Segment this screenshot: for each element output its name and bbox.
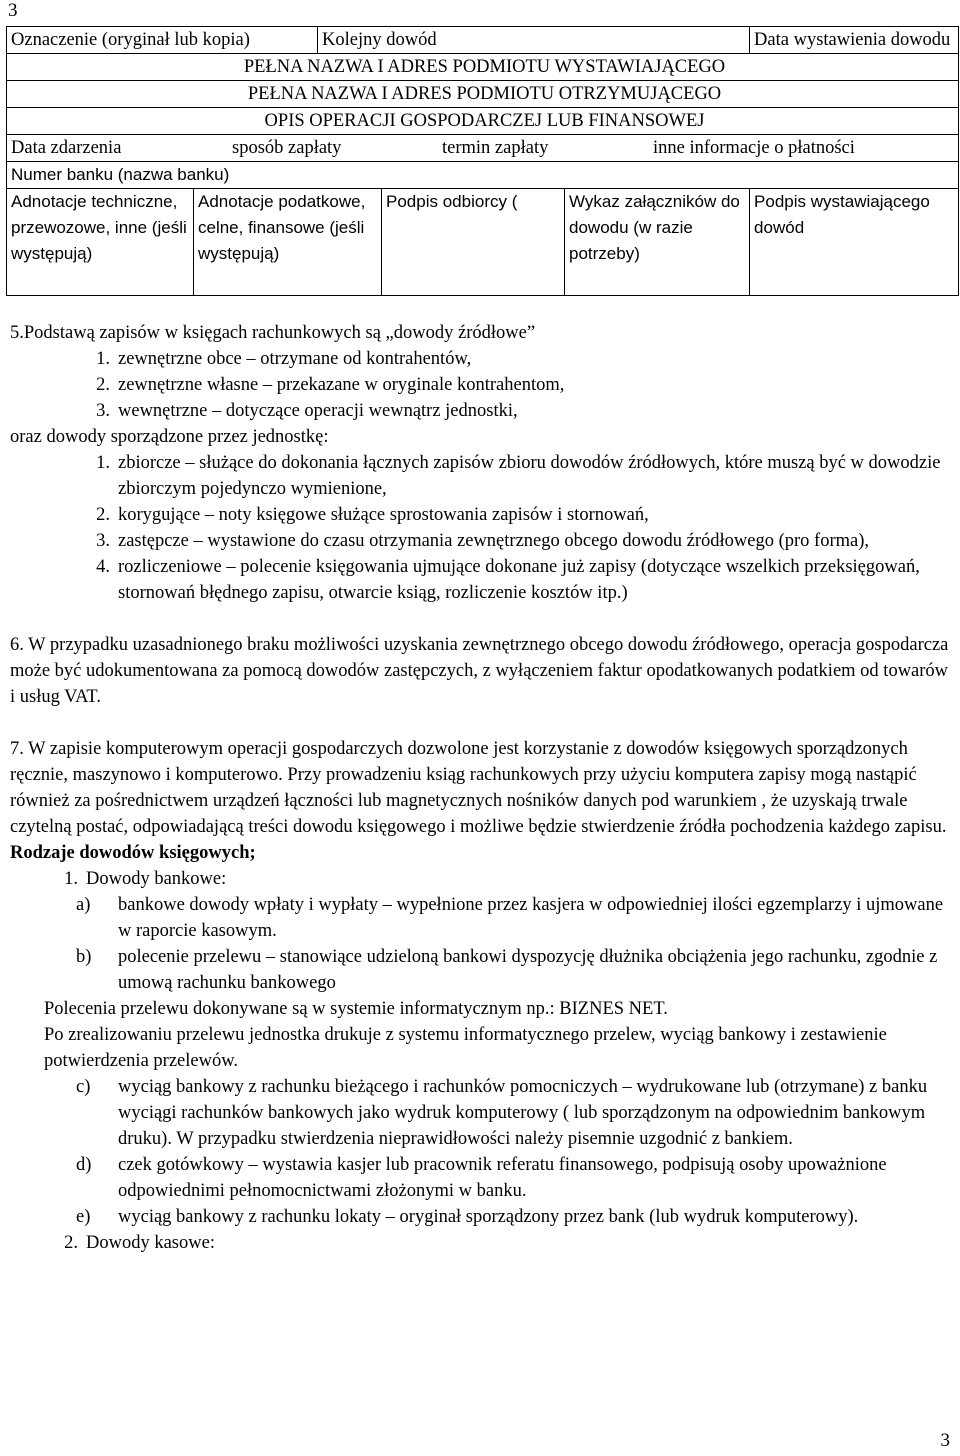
cell-tax-annotations: Adnotacje podatkowe, celne, finansowe (jeśli występują) (194, 189, 382, 296)
page-number-bottom: 3 (940, 1430, 950, 1451)
list-item: 1. Dowody bankowe: (64, 869, 227, 889)
payment-other-info: inne informacje o płatności (653, 138, 855, 158)
list-item: e) wyciąg bankowy z rachunku lokaty – oryginał sporządzony przez bank (lub wydruk komputerowy). (76, 1207, 859, 1227)
list-item: 2. Dowody kasowe: (64, 1233, 215, 1253)
list-item: 3. wewnętrzne – dotyczące operacji wewnątrz jednostki, (96, 401, 518, 421)
section5-list (96, 346, 950, 424)
payment-event-date: Data zdarzenia (11, 138, 122, 158)
cell-issuer-signature: Podpis wystawiającego dowód (750, 189, 959, 296)
cell-recipient-signature: Podpis odbiorcy ( (382, 189, 565, 296)
list-item: 3. zastępcze – wystawione do czasu otrzymania zewnętrznego obcego dowodu źródłowego (pro forma), (96, 531, 870, 551)
payment-method: sposób zapłaty (232, 138, 342, 158)
cell-attachments-list: Wykaz załączników do dowodu (w razie potrzeby) (565, 189, 750, 296)
cell-operation-description: OPIS OPERACJI GOSPODARCZEJ LUB FINANSOWEJ (7, 108, 959, 135)
cell-sequence-number: Kolejny dowód (318, 27, 750, 54)
document-form-table (6, 26, 959, 296)
cell-recipient: PEŁNA NAZWA I ADRES PODMIOTU OTRZYMUJĄCEGO (7, 81, 959, 108)
list-item: 2. zewnętrzne własne – przekazane w oryginale kontrahentom, (96, 375, 565, 395)
payment-term: termin zapłaty (442, 138, 549, 158)
page-number-top: 3 (8, 0, 18, 21)
cell-payment-details (7, 135, 959, 162)
list-item: d) czek gotówkowy – wystawia kasjer lub pracownik referatu finansowego, podpisują osoby upoważnione odpowiednimi pełnomocnictwami złożonymi w banku. (76, 1155, 887, 1201)
list-item: 2. korygujące – noty księgowe służące sprostowania zapisów i stornowań, (96, 505, 649, 525)
section5-list-internal (96, 450, 950, 606)
section7-paragraph: 7. W zapisie komputerowym operacji gospodarczych dozwolone jest korzystanie z dowodów księgowych sporządzonych ręcznie, maszynowo i komputerowo. Przy prowadzeniu ksiąg rachunkowych przy użyciu komputera zapisy mogą nastąpić również za pośrednictwem urządzeń łączności lub magnetycznych nośników danych pod warunkiem , że uzyskają trwale czytelną postać, odpowiadającą treści dowodu księgowego i możliwe będzie stwierdzenie źródła pochodzenia każdego zapisu. (10, 739, 947, 837)
bank-documents-list-ab (78, 892, 950, 996)
cell-technical-annotations: Adnotacje techniczne, przewozowe, inne (jeśli występują) (7, 189, 194, 296)
section5-heading: 5.Podstawą zapisów w księgach rachunkowych są „dowody źródłowe” (10, 323, 536, 343)
list-item: 4. rozliczeniowe – polecenie księgowania ujmujące dokonane już zapisy (dotyczące wszelkich przeksięgowań, stornowań błędnego zapisu, otwarcie ksiąg, rozliczenie kosztów itp.) (96, 557, 920, 603)
section5-lead: oraz dowody sporządzone przez jednostkę: (10, 427, 329, 447)
transfer-note-2: Po zrealizowaniu przelewu jednostka drukuje z systemu informatycznego przelew, wyciąg bankowy i zestawienie potwierdzenia przelewów. (44, 1025, 887, 1071)
list-item: 1. zbiorcze – służące do dokonania łącznych zapisów zbioru dowodów źródłowych, które muszą być w dowodzie zbiorczym pojedynczo wymienione, (96, 453, 941, 499)
list-item: b) polecenie przelewu – stanowiące udzieloną bankowi dyspozycję dłużnika obciążenia jego rachunku, zgodnie z umową rachunku bankowego (76, 947, 938, 993)
cell-bank-number: Numer banku (nazwa banku) (7, 162, 959, 189)
list-item: a) bankowe dowody wpłaty i wypłaty – wypełnione przez kasjera w odpowiedniej ilości egzemplarzy i ujmowane w raporcie kasowym. (76, 895, 944, 941)
bank-documents-list-ce (78, 1074, 950, 1230)
list-item: c) wyciąg bankowy z rachunku bieżącego i rachunków pomocniczych – wydrukowane lub (otrzymane) z banku wyciągi rachunków bankowych jako wydruk komputerowy ( lub sporządzonym na odpowiednim bankowym druku). W przypadku stwierdzenia nieprawidłowości należy pisemnie uzgodnić z bankiem. (76, 1077, 928, 1149)
cell-issuer: PEŁNA NAZWA I ADRES PODMIOTU WYSTAWIAJĄCEGO (7, 54, 959, 81)
cell-issue-date: Data wystawienia dowodu (750, 27, 959, 54)
cell-designation: Oznaczenie (oryginał lub kopia) (7, 27, 318, 54)
list-item: 1. zewnętrzne obce – otrzymane od kontrahentów, (96, 349, 472, 369)
document-types-heading: Rodzaje dowodów księgowych; (10, 843, 256, 863)
document-body (10, 320, 950, 1256)
transfer-note-1: Polecenia przelewu dokonywane są w systemie informatycznym np.: BIZNES NET. (44, 999, 668, 1019)
section6-paragraph: 6. W przypadku uzasadnionego braku możliwości uzyskania zewnętrznego obcego dowodu źródłowego, operacja gospodarcza może być udokumentowana za pomocą dowodów zastępczych, z wyłączeniem faktur opodatkowanych podatkiem od towarów i usług VAT. (10, 635, 949, 707)
